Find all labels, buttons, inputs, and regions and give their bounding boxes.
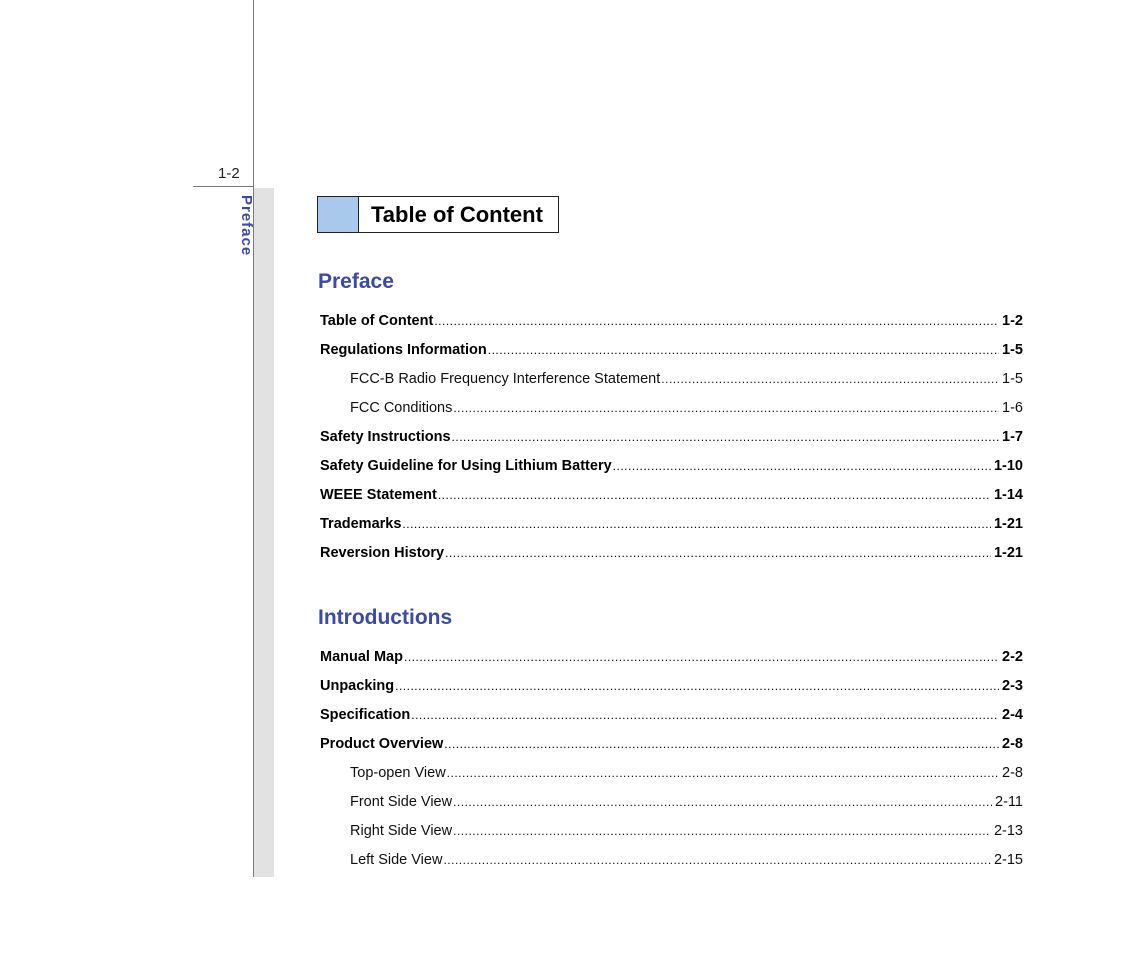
toc-entry-page: 1-5 <box>1002 371 1023 387</box>
dot-leader <box>447 764 999 782</box>
title-color-swatch <box>318 197 359 232</box>
dot-leader <box>661 370 999 388</box>
toc-entry-page: 1-7 <box>1002 429 1023 445</box>
dot-leader <box>438 486 991 504</box>
toc-entry[interactable] <box>318 706 1023 735</box>
toc-entry[interactable] <box>318 457 1023 486</box>
toc-entry-list <box>318 648 1023 880</box>
toc-entry-page: 2-2 <box>1002 649 1023 665</box>
toc-entry-title: FCC Conditions <box>350 400 453 416</box>
toc-entry-title: Safety Guideline for Using Lithium Battery <box>320 458 612 474</box>
toc-entry-page: 1-2 <box>1002 313 1023 329</box>
toc-entry-page: 1-14 <box>993 487 1023 503</box>
section-preface <box>318 268 1023 573</box>
dot-leader <box>453 822 991 840</box>
toc-entry-page: 1-10 <box>993 458 1023 474</box>
toc-entry-page: 1-6 <box>1002 400 1023 416</box>
toc-entry[interactable] <box>318 735 1023 764</box>
toc-entry-title: Table of Content <box>320 313 434 329</box>
toc-entry-title: Manual Map <box>320 649 403 665</box>
section-heading: Introductions <box>318 606 453 629</box>
toc-entry-title: Front Side View <box>350 794 453 810</box>
toc-entry-title: Right Side View <box>350 823 453 839</box>
toc-entry-page: 2-8 <box>1002 765 1023 781</box>
toc-entry-title: Regulations Information <box>320 342 487 358</box>
dot-leader <box>453 793 992 811</box>
dot-leader <box>434 312 999 330</box>
dot-leader <box>402 515 991 533</box>
toc-entry-page: 1-5 <box>1002 342 1023 358</box>
toc-entry-title: Trademarks <box>320 516 402 532</box>
toc-subentry[interactable] <box>318 370 1023 399</box>
dot-leader <box>488 341 999 359</box>
toc-title: Table of Content <box>371 202 543 227</box>
toc-entry[interactable] <box>318 486 1023 515</box>
toc-entry-title: Product Overview <box>320 736 444 752</box>
toc-entry[interactable] <box>318 544 1023 573</box>
toc-subentry[interactable] <box>318 851 1023 880</box>
toc-entry-page: 2-13 <box>993 823 1023 839</box>
dot-leader <box>395 677 999 695</box>
toc-subentry[interactable] <box>318 793 1023 822</box>
toc-entry[interactable] <box>318 312 1023 341</box>
toc-entry-title: Unpacking <box>320 678 395 694</box>
toc-title-box <box>317 196 559 233</box>
toc-entry-page: 1-21 <box>993 516 1023 532</box>
toc-entry-title: Top-open View <box>350 765 446 781</box>
dot-leader <box>452 428 1000 446</box>
toc-entry-page: 2-3 <box>1002 678 1023 694</box>
toc-entry-page: 2-8 <box>1002 736 1023 752</box>
side-gray-strip <box>254 188 274 877</box>
toc-entry-page: 2-11 <box>995 794 1023 810</box>
dot-leader <box>444 735 999 753</box>
toc-entry[interactable] <box>318 341 1023 370</box>
toc-entry-page: 1-21 <box>993 545 1023 561</box>
toc-entry[interactable] <box>318 428 1023 457</box>
page-number-rule <box>193 186 253 187</box>
toc-entry-list <box>318 312 1023 573</box>
dot-leader <box>411 706 999 724</box>
toc-entry-page: 2-15 <box>993 852 1023 868</box>
side-chapter-label: Preface <box>238 195 255 257</box>
toc-entry-title: WEEE Statement <box>320 487 437 503</box>
toc-entry[interactable] <box>318 648 1023 677</box>
toc-entry[interactable] <box>318 677 1023 706</box>
dot-leader <box>404 648 999 666</box>
toc-entry-page: 2-4 <box>1002 707 1023 723</box>
toc-entry-title: FCC-B Radio Frequency Interference Statement <box>350 371 661 387</box>
section-introductions <box>318 604 1023 880</box>
section-heading: Preface <box>318 270 394 293</box>
dot-leader <box>443 851 991 869</box>
toc-entry-title: Specification <box>320 707 411 723</box>
toc-entry-title: Reversion History <box>320 545 445 561</box>
toc-subentry[interactable] <box>318 399 1023 428</box>
page-number: 1-2 <box>218 165 240 182</box>
dot-leader <box>445 544 991 562</box>
dot-leader <box>453 399 999 417</box>
dot-leader <box>613 457 991 475</box>
toc-entry-title: Left Side View <box>350 852 443 868</box>
toc-subentry[interactable] <box>318 822 1023 851</box>
toc-entry[interactable] <box>318 515 1023 544</box>
toc-entry-title: Safety Instructions <box>320 429 451 445</box>
toc-subentry[interactable] <box>318 764 1023 793</box>
